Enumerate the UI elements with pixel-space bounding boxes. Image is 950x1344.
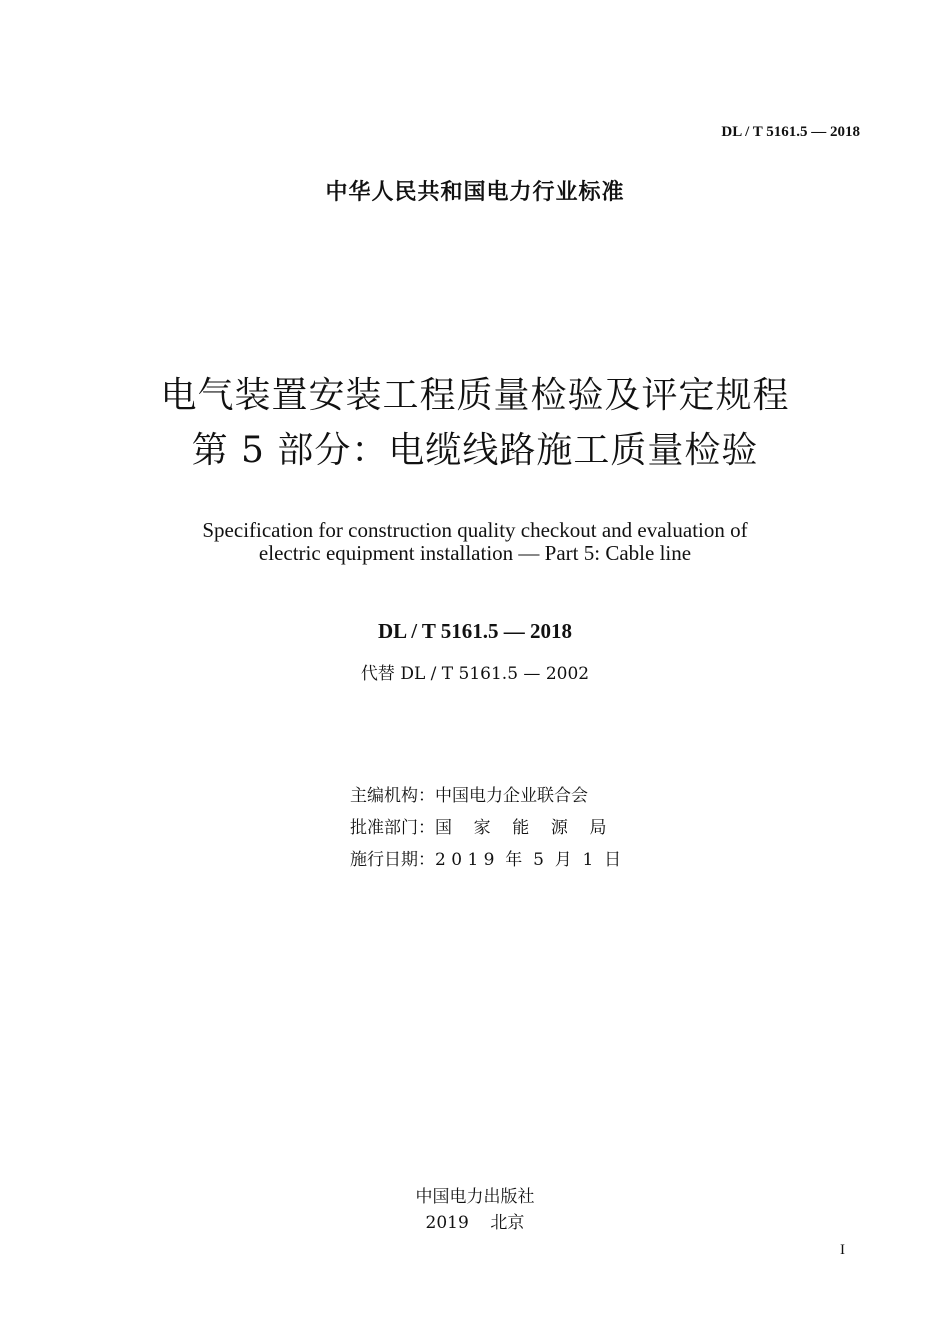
title-english-line-1: Specification for construction quality checkout and evaluation of <box>202 518 748 542</box>
industry-standard-heading: 中华人民共和国电力行业标准 <box>325 180 625 205</box>
standard-number: DL / T 5161.5 — 2018 <box>377 619 573 643</box>
replaces-standard: 代替 DL / T 5161.5 — 2002 <box>360 664 590 684</box>
effective-date: 施行日期：2 0 1 9 年 5 月 1 日 <box>350 850 622 870</box>
publisher-name: 中国电力出版社 <box>415 1187 535 1207</box>
approving-department: 批准部门：国 家 能 源 局 <box>350 818 607 838</box>
publication-year-city: 2019 北京 <box>425 1213 525 1233</box>
page-number: I <box>840 1242 845 1258</box>
title-english-line-2: electric equipment installation — Part 5: Cable line <box>258 541 692 565</box>
editor-organization: 主编机构：中国电力企业联合会 <box>350 786 588 806</box>
standard-code-header: DL / T 5161.5 — 2018 <box>721 124 860 140</box>
title-chinese-line-1: 电气装置安装工程质量检验及评定规程 <box>160 375 790 416</box>
title-chinese-line-2: 第 5 部分：电缆线路施工质量检验 <box>191 430 759 471</box>
